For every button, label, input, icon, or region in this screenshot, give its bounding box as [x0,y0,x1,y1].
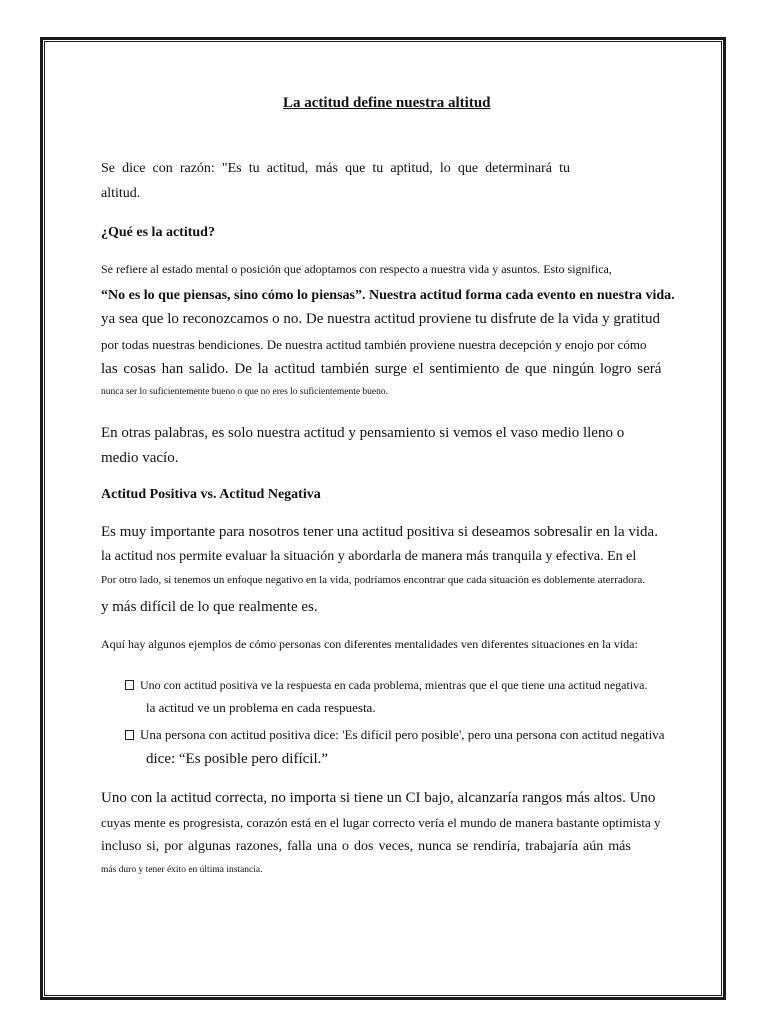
bullet-2-line-1: Una persona con actitud positiva dice: 'Es difícil pero posible', pero una persona con actitud negativa [140,727,665,742]
section1-line-4: por todas nuestras bendiciones. De nuestra actitud también proviene nuestra decepción y enojo por cómo [101,337,647,352]
intro-line-2: altitud. [101,186,141,201]
closing-line-2: cuyas mente es progresista, corazón está en el lugar correcto vería el mundo de manera bastante optimista y [101,815,661,830]
closing-line-4: más duro y tener éxito en última instancia. [101,865,263,875]
section-heading-que-es: ¿Qué es la actitud? [101,225,215,240]
section2-line-4: y más difícil de lo que realmente es. [101,599,318,615]
section2-line-3: Por otro lado, si tenemos un enfoque negativo en la vida, podríamos encontrar que cada situación es doblemente aterradora. [101,574,646,586]
checkbox-bullet-icon [125,680,134,690]
bullet-1-line-1: Uno con actitud positiva ve la respuesta en cada problema, mientras que el que tiene una actitud negativa. [140,678,648,692]
examples-intro: Aquí hay algunos ejemplos de cómo personas con diferentes mentalidades ven diferentes situaciones en la vida: [101,637,638,651]
bullet-2-line-2: dice: “Es posible pero difícil.” [146,751,329,767]
section1-para2-line-2: medio vacío. [101,450,179,466]
section-heading-positiva-negativa: Actitud Positiva vs. Actitud Negativa [101,487,321,502]
intro-line-1: Se dice con razón: "Es tu actitud, más que tu aptitud, lo que determinará tu [101,161,570,176]
checkbox-bullet-icon [125,730,134,740]
section2-line-2: la actitud nos permite evaluar la situación y abordarla de manera más tranquila y efectiva. En el [101,549,637,564]
section1-para2-line-1: En otras palabras, es solo nuestra actitud y pensamiento si vemos el vaso medio lleno o [101,425,625,441]
bullet-item-1 [125,679,647,691]
bullet-1-line-2: la actitud ve un problema en cada respuesta. [146,700,376,715]
closing-line-3: incluso si, por algunas razones, falla una o dos veces, nunca se rendiría, trabajaría aún más [101,839,631,854]
document-title: La actitud define nuestra altitud [283,95,491,111]
section1-line-3: ya sea que lo reconozcamos o no. De nuestra actitud proviene tu disfrute de la vida y gratitud [101,311,660,327]
bullet-item-2 [125,728,665,741]
section1-line-2: “No es lo que piensas, sino cómo lo piensas”. Nuestra actitud forma cada evento en nuestra vida. [101,288,675,303]
closing-line-1: Uno con la actitud correcta, no importa si tiene un CI bajo, alcanzaría rangos más altos. Uno [101,790,656,806]
section1-line-6: nunca ser lo suficientemente bueno o que no eres lo suficientemente bueno. [101,387,389,397]
section2-line-1: Es muy importante para nosotros tener una actitud positiva si deseamos sobresalir en la vida. [101,524,658,540]
section1-line-1: Se refiere al estado mental o posición que adoptamos con respecto a nuestra vida y asuntos. Esto significa, [101,262,612,276]
section1-line-5: las cosas han salido. De la actitud también surge el sentimiento de que ningún logro será [101,361,662,377]
